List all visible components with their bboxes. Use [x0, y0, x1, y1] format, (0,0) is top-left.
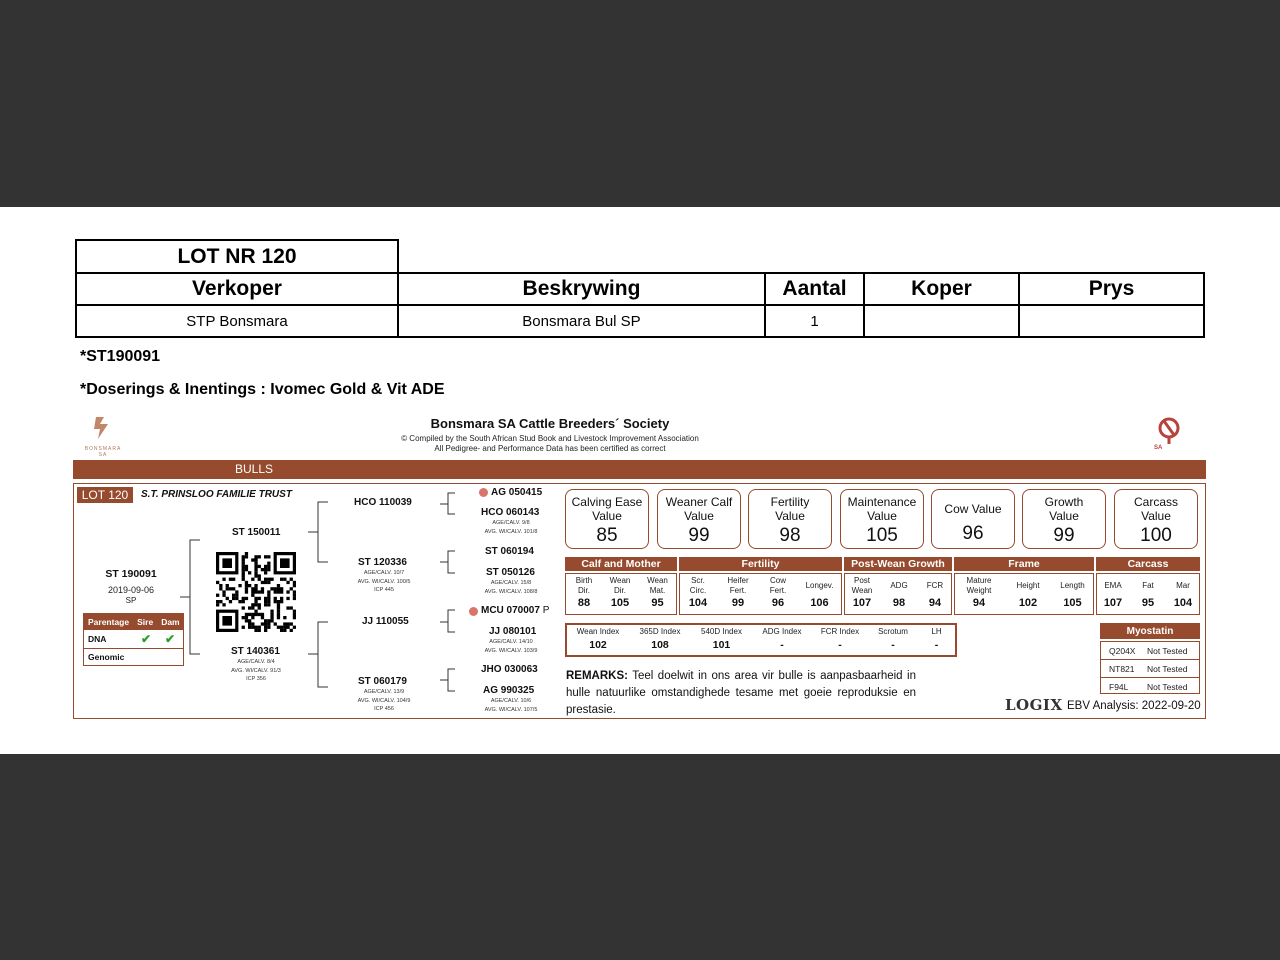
value-label: Value [592, 509, 622, 523]
ebv-header: Heifer [727, 576, 749, 585]
ebv-header: FCR [926, 581, 944, 590]
ebv-value: 94 [928, 597, 942, 609]
logix-logo [1005, 696, 1063, 714]
value-number: 96 [962, 523, 984, 544]
ddd-stat: AVG. WI/CALV. 107/5 [484, 706, 538, 713]
ss-id: HCO 110039 [354, 497, 412, 508]
index-header: 365D Index [639, 627, 681, 636]
ddd-stat: AGE/CALV. 10/6 [490, 698, 532, 704]
ebv-header: Mar [1176, 581, 1190, 590]
ebv-value: 107 [852, 597, 872, 609]
myostatin-result: Not Tested [1147, 645, 1188, 656]
group-calf-and-mother: Calf and Mother [565, 557, 677, 571]
sdd-stat: AGE/CALV. 15/8 [490, 580, 532, 586]
ebv-value: 98 [892, 597, 906, 609]
ebv-scr-circ [680, 575, 716, 609]
ebv-value: 95 [1141, 597, 1155, 609]
cell-value: STP Bonsmara [186, 312, 288, 330]
dam-stat: ICP 356 [246, 676, 266, 682]
dd-id: ST 060179 [358, 676, 407, 687]
dd-stat: ICP 456 [374, 706, 394, 712]
value-label: Maintenance [847, 495, 917, 509]
ebv-header: Weight [966, 586, 992, 595]
certified-note: All Pedigree- and Performance Data has been certified as correct [434, 444, 666, 453]
dss-id-text: MCU 070007 [481, 605, 540, 616]
cell-aantal [764, 304, 865, 338]
ebv-value: 105 [610, 597, 630, 609]
slide [0, 207, 1280, 754]
dam-stat: AVG. WI/CALV. 91/3 [231, 667, 281, 674]
ebv-value: 95 [651, 597, 664, 609]
remarks-text: Teel doelwit in ons area vir bulle is aanpasbaarheid in hulle natuurlike omstandighede tesame met goeie reproduksie en prestasie. [566, 670, 916, 716]
value-box-cow-value [931, 489, 1015, 549]
dose-note: *Doserings & Inentings : Ivomec Gold & Vit ADE [80, 381, 445, 398]
myostatin-gene: Q204X [1109, 645, 1136, 656]
index-header: 540D Index [701, 627, 742, 636]
header-beskrywing [397, 272, 766, 306]
sdd-stat: AVG. WI/CALV. 108/8 [484, 588, 538, 595]
ebv-header: Wean [647, 576, 668, 585]
ebv-header: Fert. [729, 586, 747, 595]
group-frame: Frame [954, 557, 1094, 571]
animal-id: ST 190091 [105, 568, 157, 580]
parentage-row-label: DNA [88, 634, 107, 644]
ebv-value: 94 [972, 597, 986, 609]
ebv-header: Fat [1142, 581, 1154, 590]
ebv-value: 106 [810, 597, 829, 609]
ssd-stat: AVG. WI/CALV. 101/8 [484, 528, 538, 535]
value-number: 100 [1140, 525, 1172, 546]
header-label: Koper [911, 277, 972, 300]
index-header: Scrotum [878, 627, 908, 636]
ebv-fcr [918, 575, 952, 609]
sd-stat: AGE/CALV. 10/7 [363, 570, 405, 576]
header-label: Aantal [782, 277, 847, 300]
pedigree-lines [180, 487, 480, 719]
header-verkoper [75, 272, 399, 306]
ebv-header: Birth [575, 576, 593, 585]
ebv-value: 88 [577, 597, 591, 609]
ebv-header: Dir. [577, 586, 590, 595]
header-prys [1018, 272, 1205, 306]
ebv-post-wean [845, 575, 879, 609]
index-value: - [891, 639, 895, 651]
dss-id [481, 605, 549, 616]
header-aantal [764, 272, 865, 306]
ebv-header: EMA [1104, 581, 1122, 590]
header-label: Verkoper [192, 277, 282, 300]
dds-id: JHO 030063 [481, 664, 538, 675]
ebv-header: Mat. [649, 586, 666, 595]
ebv-value: 104 [688, 597, 708, 609]
myostatin-result: Not Tested [1147, 681, 1188, 692]
ebv-header: Dir. [613, 586, 626, 595]
ebv-value: 107 [1103, 597, 1123, 609]
dd-stat: AGE/CALV. 13/9 [363, 689, 405, 695]
parentage-title: Parentage [88, 617, 130, 627]
group-fertility: Fertility [679, 557, 842, 571]
index-540d [691, 625, 752, 651]
ds-id: JJ 110055 [362, 616, 409, 627]
ebv-value: 99 [731, 597, 745, 609]
animal-type: SP [125, 596, 137, 605]
ebv-birth-dir [566, 575, 602, 609]
cell-koper [863, 304, 1020, 338]
myostatin-gene: NT821 [1109, 663, 1135, 674]
parentage-row-label: Genomic [88, 652, 125, 662]
value-label: Carcass [1133, 495, 1178, 509]
logo-right-text: SA [1154, 445, 1163, 451]
lot-badge: LOT 120 [77, 487, 133, 503]
sdd-id: ST 050126 [486, 567, 535, 578]
dss-suffix: P [542, 605, 550, 616]
ebv-heifer-fert [718, 575, 758, 609]
lot-label-cell [75, 239, 399, 274]
value-label: Value [684, 509, 714, 523]
myostatin-table [1100, 641, 1200, 694]
dam-id: ST 140361 [231, 646, 280, 657]
value-box-fertility [748, 489, 832, 549]
myostatin-result: Not Tested [1147, 663, 1188, 674]
ebv-header: Cow [769, 576, 786, 585]
ebv-header: Longev. [805, 581, 834, 590]
sire-id: ST 150011 [232, 527, 281, 538]
value-number: 85 [596, 525, 618, 546]
value-box-maintenance [840, 489, 924, 549]
ebv-header: Post [853, 576, 870, 585]
cell-value: 1 [810, 312, 819, 330]
index-lh [918, 625, 955, 651]
parentage-row-genomic [84, 649, 183, 665]
parentage-header [84, 614, 183, 630]
ssd-stats [470, 519, 552, 536]
sdd-stats [470, 579, 552, 596]
myostatin-title: Myostatin [1100, 623, 1200, 639]
value-label: Value [1141, 509, 1171, 523]
ebv-value: 104 [1173, 597, 1193, 609]
sds-id: ST 060194 [485, 546, 534, 557]
dam-stat: AGE/CALV. 8/4 [237, 659, 275, 665]
index-value: 101 [712, 639, 731, 651]
ebv-header: Length [1060, 581, 1085, 590]
ddd-id: AG 990325 [483, 685, 535, 696]
dd-stat: AVG. WI/CALV. 104/9 [357, 697, 411, 704]
ssd-id: HCO 060143 [481, 507, 540, 518]
sss-id: AG 050415 [491, 487, 543, 498]
check-icon: ✔ [165, 632, 176, 646]
section-label: BULLS [235, 462, 274, 476]
index-365d [630, 625, 690, 651]
check-icon: ✔ [141, 632, 152, 646]
parentage-row-dna [84, 630, 183, 649]
dsd-stat: AGE/CALV. 14/10 [489, 639, 533, 645]
ebv-header: Wean [609, 576, 631, 585]
value-label: Value [867, 509, 897, 523]
ebv-ema [1097, 575, 1129, 609]
remarks [566, 668, 916, 719]
cell-prys [1018, 304, 1205, 338]
owner-name: S.T. PRINSLOO FAMILIE TRUST [141, 489, 292, 500]
sd-id: ST 120336 [358, 557, 407, 568]
ebv-header: Scr. [691, 576, 705, 585]
value-label: Cow Value [944, 502, 1002, 516]
sire-marker-icon [479, 488, 488, 497]
ebv-cow-fert [760, 575, 796, 609]
myostatin-row [1101, 642, 1199, 660]
header-label: Beskrywing [522, 277, 641, 300]
cell-beskrywing [397, 304, 766, 338]
value-label: Fertility [770, 495, 810, 509]
value-label: Calving Ease [571, 495, 643, 509]
ebv-analysis-date: EBV Analysis: 2022-09-20 [1067, 700, 1201, 712]
group-carcass: Carcass [1096, 557, 1200, 571]
index-value: - [780, 639, 784, 651]
sa-studbook-logo [1150, 415, 1190, 455]
value-box-weaner-calf [657, 489, 741, 549]
animal-dob: 2019-09-06 [107, 585, 155, 595]
parentage-sire-header: Sire [137, 617, 154, 627]
value-box-carcass [1114, 489, 1198, 549]
ebv-mar [1167, 575, 1199, 609]
ebv-adg [882, 575, 916, 609]
value-label: Growth [1044, 495, 1084, 509]
parentage-box [83, 613, 184, 666]
ebv-wean-dir [602, 575, 638, 609]
ebv-height [1006, 575, 1050, 609]
index-wean [567, 625, 629, 651]
dsd-id: JJ 080101 [489, 626, 537, 637]
id-note: *ST190091 [80, 348, 161, 365]
value-number: 105 [866, 525, 898, 546]
ebv-longev [798, 575, 841, 609]
ebv-mature-weight [955, 575, 1003, 609]
ebv-value: 102 [1018, 597, 1038, 609]
ebv-value: 96 [771, 597, 785, 609]
bulls-band [73, 460, 1206, 479]
dam-stats [216, 658, 296, 684]
ssd-stat: AGE/CALV. 9/8 [492, 520, 530, 526]
value-label: Weaner Calf [665, 495, 733, 509]
index-value: 108 [651, 639, 669, 651]
sd-stat: ICP 445 [374, 587, 394, 593]
myostatin-gene: F94L [1109, 681, 1129, 692]
sd-stats [344, 569, 424, 595]
studbook-logo-icon [1150, 415, 1190, 445]
myostatin-row [1101, 660, 1199, 678]
bonsmara-logo-icon [80, 415, 126, 441]
remarks-label: REMARKS: [566, 670, 628, 682]
index-scrotum [869, 625, 917, 651]
ebv-header: ADG [890, 581, 908, 590]
ebv-length [1051, 575, 1094, 609]
header-koper [863, 272, 1020, 306]
index-adg [753, 625, 811, 651]
index-fcr [812, 625, 868, 651]
index-header: LH [931, 627, 942, 636]
dsd-stats [470, 638, 552, 655]
ebv-value: 105 [1063, 597, 1082, 609]
index-header: ADG Index [762, 627, 802, 636]
header-label: Prys [1088, 277, 1135, 300]
parentage-dam-header: Dam [161, 617, 180, 627]
myostatin-row [1101, 678, 1199, 695]
index-value: 102 [589, 639, 607, 651]
index-header: FCR Index [820, 627, 860, 636]
dsd-stat: AVG. WI/CALV. 103/9 [484, 647, 538, 654]
compiled-note: © Compiled by the South African Stud Book and Livestock Improvement Association [401, 434, 699, 443]
value-box-calving-ease [565, 489, 649, 549]
cell-value: Bonsmara Bul SP [522, 312, 641, 330]
bonsmara-logo [80, 415, 126, 458]
value-label: Value [1049, 509, 1079, 523]
sire-marker-icon [469, 607, 478, 616]
society-title: Bonsmara SA Cattle Breeders´ Society [430, 416, 670, 431]
logo-left-text: BONSMARA SA [84, 446, 122, 458]
group-post-wean-growth: Post-Wean Growth [844, 557, 952, 571]
value-number: 99 [688, 525, 710, 546]
logix-text: LOGIX [1005, 696, 1063, 714]
lot-label: LOT NR 120 [177, 244, 297, 268]
cell-verkoper [75, 304, 399, 338]
ebv-header: Mature [966, 576, 992, 585]
ebv-header: Fert. [769, 586, 787, 595]
index-value: - [934, 639, 939, 651]
value-number: 99 [1053, 525, 1075, 546]
ddd-stats [470, 697, 552, 714]
index-header: Wean Index [576, 627, 620, 636]
value-number: 98 [779, 525, 801, 546]
ebv-fat [1132, 575, 1164, 609]
ebv-header: Wean [851, 586, 873, 595]
ebv-header: Height [1016, 581, 1040, 590]
index-value: - [838, 639, 842, 651]
value-box-growth [1022, 489, 1106, 549]
ebv-wean-mat [639, 575, 676, 609]
value-label: Value [775, 509, 805, 523]
dd-stats [344, 688, 424, 714]
ebv-header: Circ. [689, 586, 707, 595]
sd-stat: AVG. WI/CALV. 100/5 [357, 578, 411, 585]
